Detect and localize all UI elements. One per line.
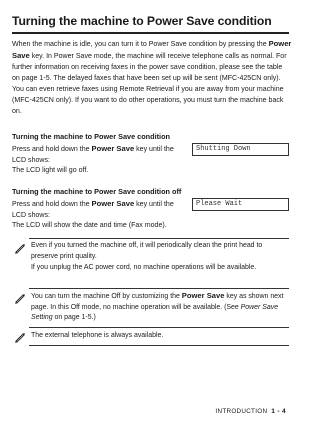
lcd-display-please-wait: Please Wait (192, 198, 289, 211)
power-save-key-label: Power Save (91, 199, 135, 208)
page-number: 1 - 4 (271, 408, 286, 415)
intro-paragraph (12, 38, 292, 117)
step-result-power-save-off: The LCD will show the date and time (Fax mode). (12, 222, 167, 229)
note-divider (29, 345, 289, 346)
step-text-pre: Press and hold down the (12, 146, 92, 153)
title-underline (12, 32, 289, 34)
section-heading-power-save-on: Turning the machine to Power Save condition (12, 132, 170, 141)
note-pencil-icon (14, 292, 26, 304)
note-external-telephone: The external telephone is always available. (31, 332, 164, 339)
page-footer (215, 408, 286, 415)
note-text-mid: key as shown next page. In this Off mode, no machine operation will be available. (See (31, 293, 284, 311)
step-text-post: key until the LCD shows: (12, 201, 174, 219)
note-divider (29, 238, 289, 239)
note-customize-off-mode (31, 291, 289, 324)
note-text-post: on page 1-5.) (52, 314, 96, 321)
note-divider (29, 327, 289, 328)
note-pencil-icon (14, 331, 26, 343)
step-power-save-on (12, 143, 188, 166)
step-text-pre: Press and hold down the (12, 201, 92, 208)
power-save-setting-reference: Power Save Setting (31, 303, 279, 321)
intro-text-2: key. In Power Save mode, the machine will receive telephone calls as normal. For further information on receiving faxes in the power save condition, please see the table on page 1-5. The delayed faxes that have been set up will be sent (MFC-425CN only). You can even retrieve faxes using Remote Retrieval if you are away from your machine (MFC-425CN only). If you want to do other operations, you must turn the machine back on. (12, 53, 287, 115)
power-save-key-label: Power Save (181, 291, 225, 300)
step-result-power-save-on: The LCD light will go off. (12, 167, 89, 174)
step-text-post: key until the LCD shows: (12, 146, 174, 164)
page-title: Turning the machine to Power Save condition (12, 14, 272, 28)
note-pencil-icon (14, 242, 26, 254)
footer-section-name: INTRODUCTION (215, 408, 268, 415)
power-save-key-label: Power Save (12, 39, 292, 60)
note-ac-power-cord: If you unplug the AC power cord, no machine operations will be available. (31, 264, 257, 271)
lcd-display-shutting-down: Shutting Down (192, 143, 289, 156)
step-power-save-off (12, 198, 188, 221)
intro-text-1: When the machine is idle, you can turn it to Power Save condition by pressing the (12, 41, 269, 48)
note-divider (29, 288, 289, 289)
power-save-key-label: Power Save (91, 144, 135, 153)
section-heading-power-save-off: Turning the machine to Power Save condition off (12, 187, 182, 196)
note-text-pre: You can turn the machine Off by customizing the (31, 293, 182, 300)
note-print-head-cleaning: Even if you turned the machine off, it will periodically clean the print head to preserve print quality. (31, 242, 263, 260)
